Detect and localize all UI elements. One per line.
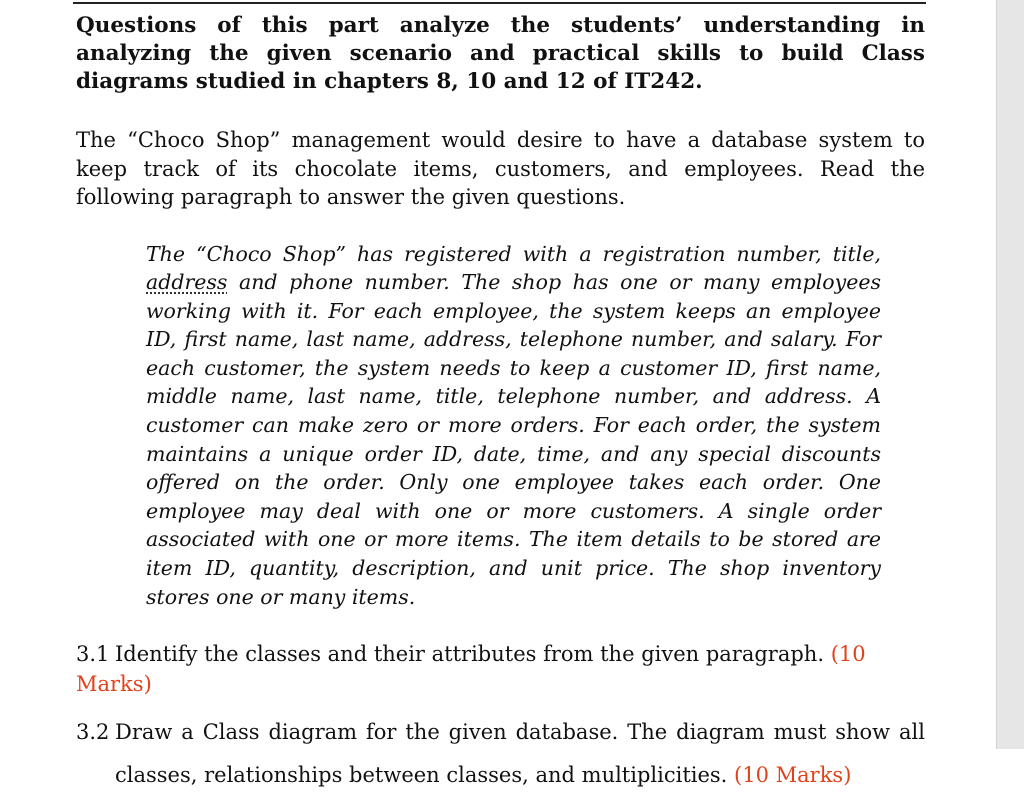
scenario-text-rest: and phone number. The shop has one or many employees working with it. For each employee, the system keeps an employee ID, first name, last name, address, telephone number, and salary. For each customer, the system needs to keep a customer ID, first name, middle name, last name, title, telephone number, and address. A customer can make zero or more orders. For each order, the system maintains a unique order ID, date, time, and any special discounts offered on the order. Only one employee takes each order. One employee may deal with one or more customers. A single order associated with one or more items. The item details to be stored are item ID, quantity, description, and unit price. The shop inventory stores one or many items. (146, 270, 881, 609)
document-body (76, 12, 925, 797)
question-3-2 (76, 711, 925, 797)
scenario-paragraph (146, 240, 881, 612)
question-number: 3.1 (76, 642, 110, 667)
question-text: Draw a Class diagram for the given database. The diagram must show all classes, relationships between classes, and multiplicities. (115, 720, 925, 788)
question-marks: (10 Marks) (76, 642, 866, 697)
vertical-scrollbar[interactable] (996, 0, 1024, 749)
intro-paragraph: The “Choco Shop” management would desire to have a database system to keep track of its chocolate items, customers, and employees. Read the following paragraph to answer the given questions. (76, 128, 925, 209)
question-text: Identify the classes and their attributes from the given paragraph. (115, 642, 825, 667)
spellcheck-word[interactable]: address (146, 270, 228, 295)
section-heading: Questions of this part analyze the students’ understanding in analyzing the given scenario and practical skills to build Class diagrams studied in chapters 8, 10 and 12 of IT242. (76, 13, 925, 94)
top-rule (73, 2, 926, 4)
question-3-1 (76, 639, 925, 699)
question-marks: (10 Marks) (734, 763, 852, 788)
question-number: 3.2 (76, 720, 110, 745)
scenario-text-start: The “Choco Shop” has registered with a registration number, title, (146, 241, 881, 266)
